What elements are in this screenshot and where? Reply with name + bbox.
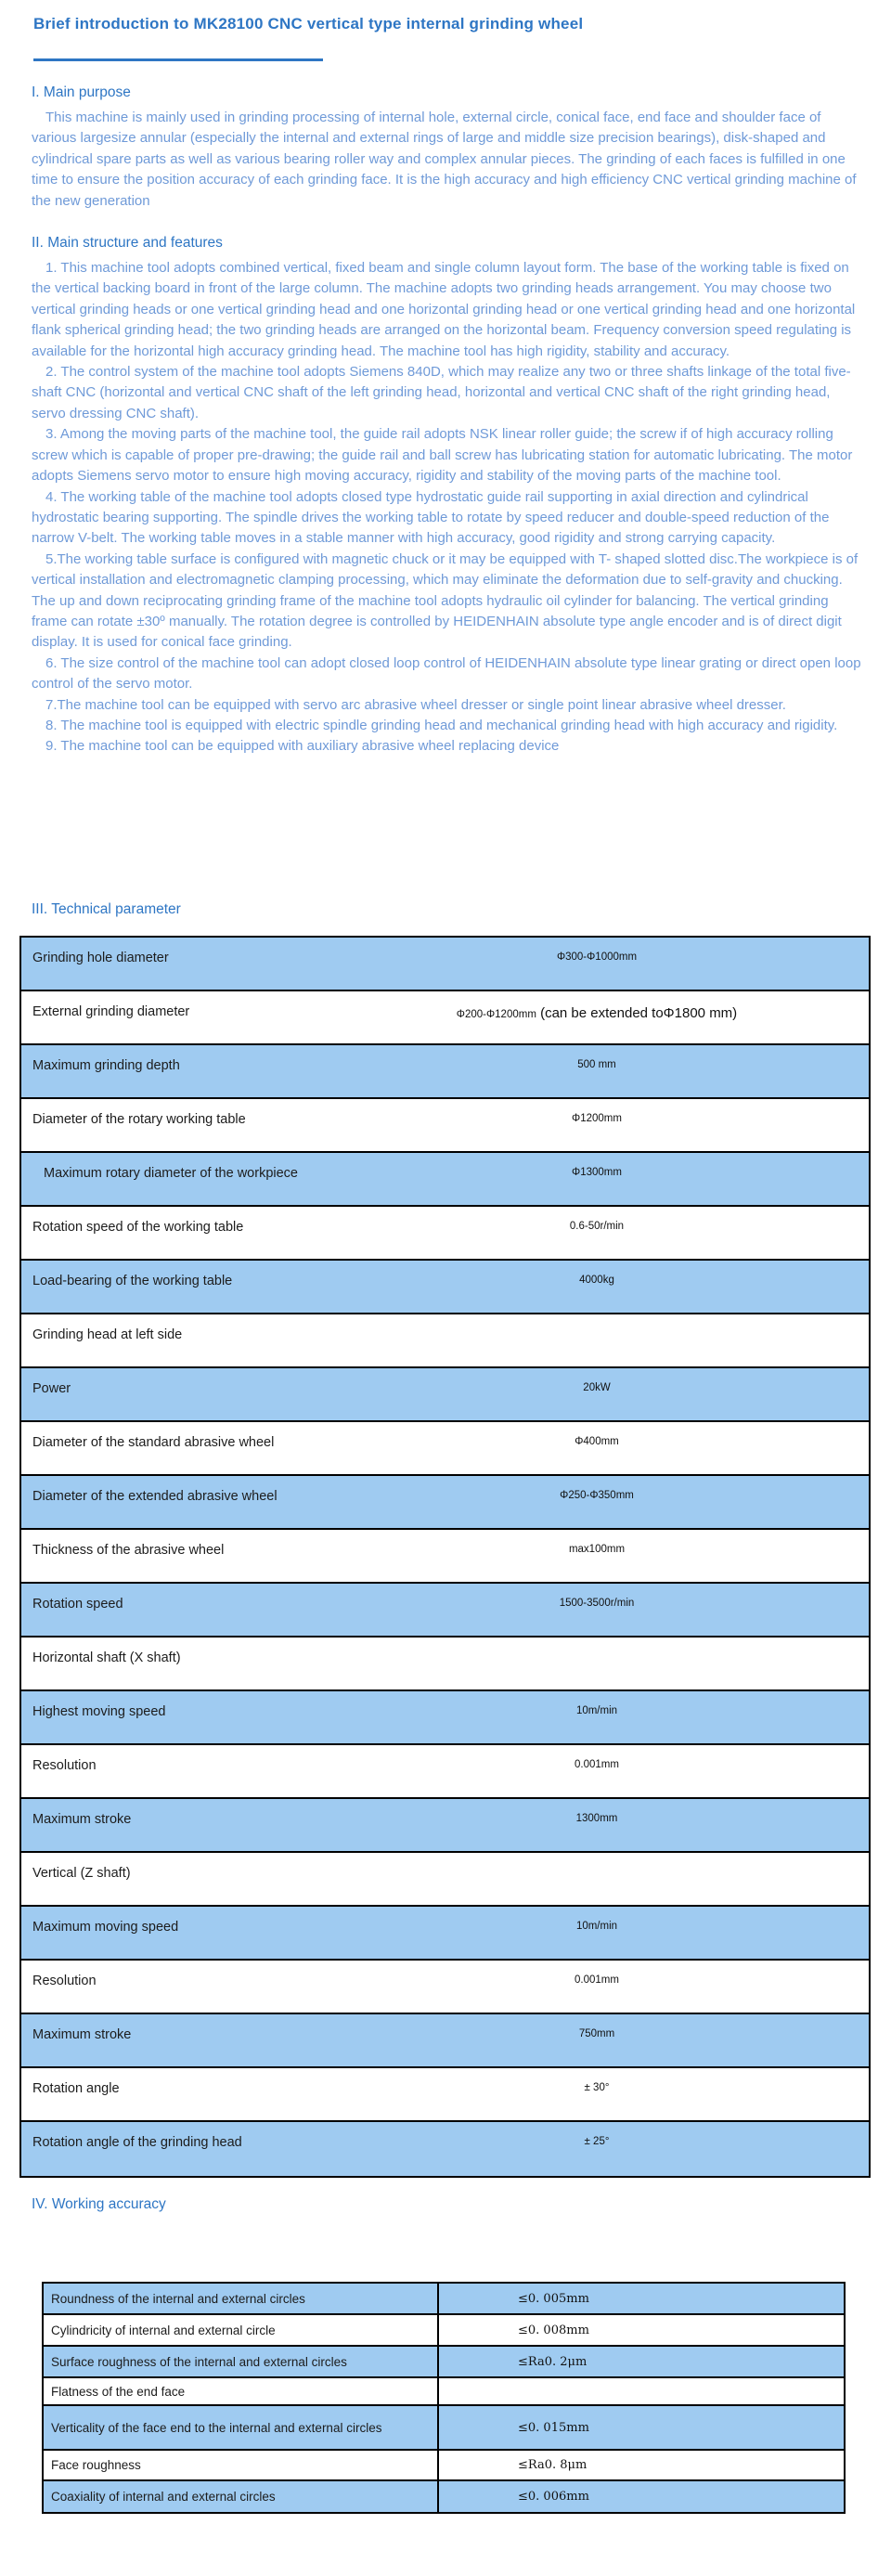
heading-main-purpose: I. Main purpose: [32, 84, 131, 100]
table-row: [21, 2122, 869, 2176]
working-accuracy-table: [42, 2282, 846, 2514]
parameter-label: Grinding head at left side: [32, 1327, 183, 1342]
feature-item: 4. The working table of the machine tool adopts closed type hydrostatic guide rail supporting in axial direction and cylindrical hydrostatic bearing supporting. The spindle drives the working table to rotate by speed reducer and double-speed reduction of the narrow V-belt. The working table moves in a stable manner with high accuracy, good rigidity and strong carrying capacity.: [32, 488, 830, 547]
parameter-label: Load-bearing of the working table: [32, 1274, 233, 1288]
table-row: [21, 1799, 869, 1853]
heading-working-accuracy: IV. Working accuracy: [32, 2196, 166, 2212]
table-row: [21, 2068, 869, 2122]
parameter-value: ± 25°: [584, 2136, 610, 2147]
accuracy-label: Cylindricity of internal and external circle: [44, 2315, 439, 2345]
parameter-value: 500 mm: [577, 1059, 616, 1070]
table-row: [44, 2347, 844, 2378]
parameter-value: 1300mm: [575, 1813, 618, 1824]
parameter-label: Maximum grinding depth: [32, 1058, 180, 1073]
parameter-value: 0.6-50r/min: [569, 1221, 625, 1232]
feature-item: 3. Among the moving parts of the machine tool, the guide rail adopts NSK linear roller guide; the screw if of high accuracy rolling screw which is capable of proper pre-drawing; the guide rail and ball screw has lubricating station for automatic lubricating. The motor adopts Siemens servo motor to ensure high moving accuracy, rigidity and stability of the moving parts of the machine tool.: [32, 426, 853, 485]
parameter-value: 750mm: [578, 2028, 615, 2039]
table-row: [21, 1638, 869, 1691]
parameter-label: Maximum moving speed: [32, 1920, 179, 1935]
parameter-label: External grinding diameter: [32, 1004, 190, 1019]
table-row: [21, 1153, 869, 1207]
parameter-label: Rotation angle: [32, 2081, 120, 2096]
feature-item: 5.The working table surface is configured with magnetic chuck or it may be equipped with T- shaped slotted disc.The workpiece is of vertical installation and electromagnetic clamping processing, which may eliminate the deformation due to self-gravity and chucking. The up and down reciprocating grinding frame of the machine tool adopts hydraulic oil cylinder for balancing. The vertical grinding frame can rotate ±30º manually. The rotation degree is controlled by HEIDENHAIN absolute type angle encoder and is of direct digit display. It is used for conical face grinding.: [32, 550, 859, 651]
table-row: [44, 2451, 844, 2481]
parameter-label: Diameter of the extended abrasive wheel: [32, 1489, 278, 1504]
feature-item: 8. The machine tool is equipped with electric spindle grinding head and mechanical grinding head with high accuracy and rigidity.: [45, 717, 838, 733]
parameter-label: Rotation speed: [32, 1597, 123, 1612]
accuracy-label: Surface roughness of the internal and external circles: [44, 2347, 439, 2376]
parameter-label: Vertical (Z shaft): [32, 1866, 131, 1881]
table-row: [21, 1907, 869, 1961]
table-row: [21, 1691, 869, 1745]
parameter-value: Φ1300mm: [572, 1167, 622, 1178]
parameter-value: Φ400mm: [575, 1436, 619, 1447]
accuracy-label: Flatness of the end face: [44, 2378, 439, 2404]
table-row: [21, 1261, 869, 1314]
paragraph: This machine is mainly used in grinding processing of internal hole, external circle, conical face, end face and shoulder face of various largesize annular (especially the internal and external rings of large and middle size precision bearings), disk-shaped and cylindrical spare parts as well as various bearing roller way and complex annular pieces. The grinding of each faces is fulfilled in one time to ensure the position accuracy of each grinding face. It is the high accuracy and high efficiency CNC vertical grinding machine of the new generation: [32, 110, 857, 209]
accuracy-value: ≤0. 015mm: [518, 2420, 589, 2435]
table-row: [44, 2284, 844, 2315]
table-row: [21, 1314, 869, 1368]
technical-parameter-table: [19, 936, 871, 2178]
accuracy-label: Face roughness: [44, 2451, 439, 2479]
heading-technical-parameter: III. Technical parameter: [32, 901, 181, 917]
parameter-label: Rotation angle of the grinding head: [32, 2135, 242, 2150]
parameter-label: Horizontal shaft (X shaft): [32, 1650, 181, 1665]
feature-item: 2. The control system of the machine tool adopts Siemens 840D, which may realize any two or three shafts linkage of the total five-shaft CNC (horizontal and vertical CNC shaft of the left grinding head, horizontal and vertical CNC shaft of the right grinding head, servo dressing CNC shaft).: [32, 364, 851, 421]
accuracy-value: ≤0. 008mm: [518, 2323, 589, 2337]
parameter-value: 4000kg: [579, 1275, 614, 1286]
accuracy-value: ≤Ra0. 8μm: [518, 2458, 588, 2472]
table-row: [21, 2014, 869, 2068]
parameter-value: max100mm: [568, 1544, 626, 1555]
parameter-label: Maximum stroke: [32, 1812, 132, 1827]
parameter-label: Diameter of the rotary working table: [32, 1112, 246, 1127]
table-row: [21, 1853, 869, 1907]
main-purpose-body: [0, 108, 891, 212]
table-row: [21, 1099, 869, 1153]
table-row: [21, 1530, 869, 1584]
accuracy-label: Verticality of the face end to the internal and external circles: [44, 2406, 439, 2449]
parameter-label: Highest moving speed: [32, 1704, 166, 1719]
feature-item: 7.The machine tool can be equipped with servo arc abrasive wheel dresser or single point linear abrasive wheel dresser.: [45, 696, 786, 713]
accuracy-value: ≤Ra0. 2μm: [518, 2354, 588, 2369]
accuracy-label: Roundness of the internal and external circles: [44, 2284, 439, 2313]
parameter-label: Maximum stroke: [32, 2027, 132, 2042]
accuracy-value: [439, 2378, 844, 2404]
table-row: [21, 938, 869, 991]
accuracy-value: ≤0. 005mm: [518, 2291, 589, 2306]
table-row: [21, 1207, 869, 1261]
table-row: [21, 1745, 869, 1799]
parameter-value: ± 30°: [584, 2082, 610, 2093]
table-row: [44, 2481, 844, 2512]
title-underline: [33, 58, 323, 61]
table-row: [44, 2315, 844, 2347]
table-row: [21, 991, 869, 1045]
parameter-value: 0.001mm: [575, 1974, 619, 1986]
structure-features-body: [0, 258, 891, 757]
table-row: [21, 1961, 869, 2014]
table-row: [21, 1422, 869, 1476]
parameter-label: Resolution: [32, 1758, 97, 1773]
parameter-label: Resolution: [32, 1974, 97, 1988]
parameter-value: 20kW: [583, 1382, 611, 1393]
feature-item: 1. This machine tool adopts combined vertical, fixed beam and single column layout form. The base of the working table is fixed on the vertical backing board in front of the large column. The machine adopts two grinding heads arrangement. You may choose two vertical grinding heads or one vertical grinding head and one horizontal grinding head or one vertical grinding head and one horizontal flank spherical grinding head; the two grinding heads are arranged on the horizontal beam. Frequency conversion speed regulating is available for the horizontal high accuracy grinding head. The machine tool has high rigidity, stability and accuracy.: [32, 260, 856, 359]
table-row: [21, 1476, 869, 1530]
feature-item: 9. The machine tool can be equipped with auxiliary abrasive wheel replacing device: [45, 738, 560, 755]
parameter-label: Grinding hole diameter: [32, 951, 169, 965]
table-row: [21, 1368, 869, 1422]
parameter-label: Power: [32, 1381, 71, 1396]
parameter-value: Φ250-Φ350mm: [560, 1490, 634, 1501]
accuracy-value: ≤0. 006mm: [518, 2490, 589, 2504]
feature-item: 6. The size control of the machine tool can adopt closed loop control of HEIDENHAIN absolute type linear grating or direct open loop control of the servo motor.: [32, 654, 861, 693]
accuracy-label: Coaxiality of internal and external circles: [44, 2481, 439, 2512]
parameter-label: Diameter of the standard abrasive wheel: [32, 1435, 275, 1450]
table-row: [44, 2406, 844, 2451]
parameter-value: Φ200-Φ1200mm (can be extended toΦ1800 mm): [456, 1005, 738, 1021]
parameter-value: 0.001mm: [575, 1759, 619, 1770]
page-title: Brief introduction to MK28100 CNC vertical type internal grinding wheel: [33, 15, 584, 32]
table-row: [21, 1045, 869, 1099]
parameter-label: Maximum rotary diameter of the workpiece: [44, 1166, 298, 1181]
table-row: [44, 2378, 844, 2406]
table-row: [21, 1584, 869, 1638]
parameter-label: Thickness of the abrasive wheel: [32, 1543, 225, 1558]
parameter-value: 1500-3500r/min: [559, 1598, 635, 1609]
parameter-label: Rotation speed of the working table: [32, 1220, 244, 1235]
heading-structure-features: II. Main structure and features: [32, 235, 223, 252]
parameter-value: 10m/min: [575, 1921, 618, 1932]
parameter-value-note: (can be extended toΦ1800 mm): [536, 1005, 738, 1021]
parameter-value: Φ1200mm: [572, 1113, 622, 1124]
parameter-value: Φ300-Φ1000mm: [556, 951, 638, 963]
parameter-value: 10m/min: [575, 1705, 618, 1716]
